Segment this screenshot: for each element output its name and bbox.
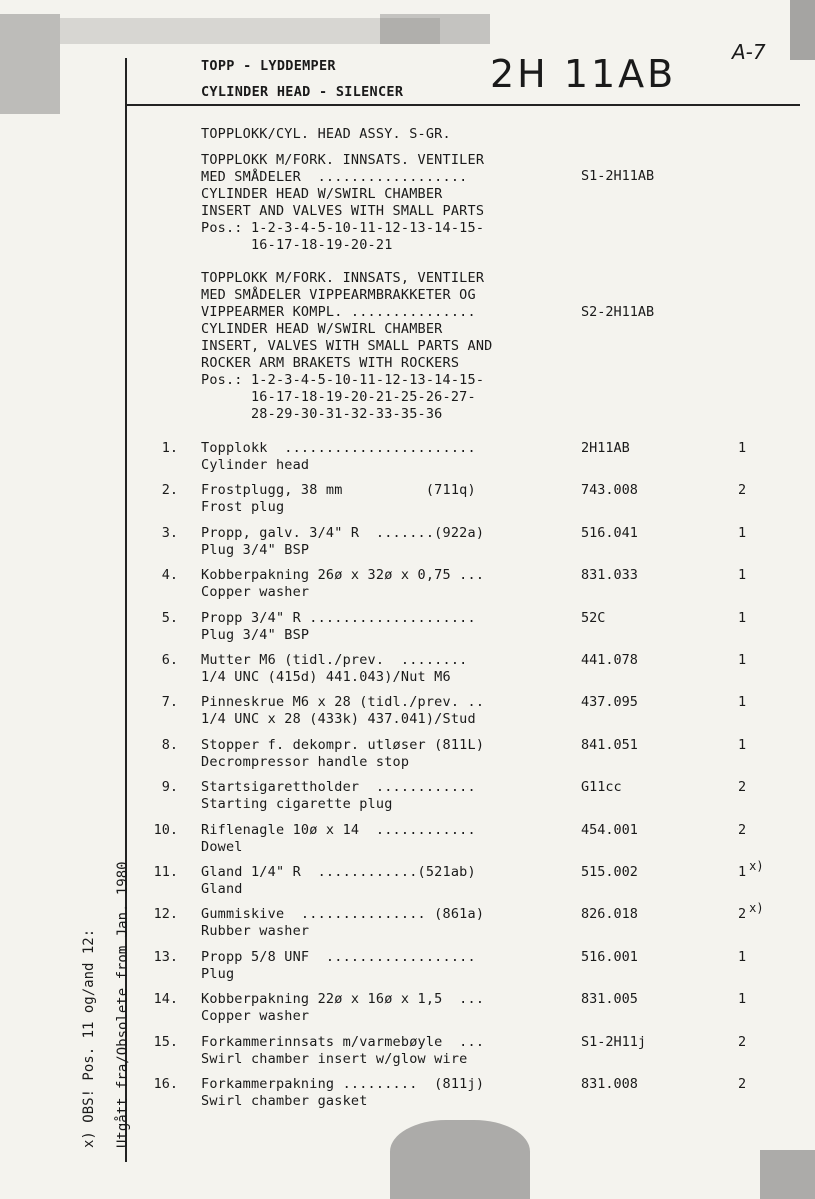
- item-quantity: [738, 610, 746, 626]
- scan-noise-bottom-right: [760, 1150, 815, 1199]
- quantity-value: 1: [738, 652, 747, 668]
- item-part-number: 841.051: [581, 737, 638, 753]
- item-number: 7.: [161, 694, 178, 710]
- quantity-value: 1: [738, 567, 747, 583]
- item-quantity: [738, 652, 746, 668]
- page-ref-handwritten: A-7: [732, 40, 766, 64]
- table-row: [0, 567, 815, 607]
- item-description-en: Plug: [201, 966, 235, 982]
- item-part-number: 743.008: [581, 482, 638, 498]
- item-quantity: [738, 567, 746, 583]
- item-description-en: Swirl chamber gasket: [201, 1093, 368, 1109]
- item-description-no: Propp 3/4" R ....................: [201, 610, 476, 626]
- item-quantity: [738, 822, 746, 838]
- item-quantity: [738, 859, 764, 880]
- item-description-no: Kobberpakning 26ø x 32ø x 0,75 ...: [201, 567, 485, 583]
- item-number: 14.: [153, 991, 178, 1007]
- item-description-en: Copper washer: [201, 584, 310, 600]
- quantity-value: 2: [738, 906, 747, 922]
- item-part-number: 831.008: [581, 1076, 638, 1092]
- item-part-number: 516.041: [581, 525, 638, 541]
- item-description-no: Mutter M6 (tidl./prev. ........: [201, 652, 468, 668]
- item-description-en: Decrompressor handle stop: [201, 754, 410, 770]
- item-number: 6.: [161, 652, 178, 668]
- item-part-number: 441.078: [581, 652, 638, 668]
- item-description-no: Propp 5/8 UNF ..................: [201, 949, 476, 965]
- scan-noise-top-left: [0, 14, 60, 114]
- obsolete-mark: x): [749, 901, 764, 915]
- quantity-value: 1: [738, 694, 747, 710]
- item-number: 11.: [153, 864, 178, 880]
- side-note-line1: x) OBS! Pos. 11 og/and 12:: [81, 928, 97, 1148]
- item-number: 1.: [161, 440, 178, 456]
- quantity-value: 2: [738, 822, 747, 838]
- obsolete-mark: x): [749, 859, 764, 873]
- table-row: [0, 610, 815, 650]
- item-description-no: Pinneskrue M6 x 28 (tidl./prev. ..: [201, 694, 485, 710]
- assy-title: TOPPLOKK/CYL. HEAD ASSY. S-GR.: [201, 126, 451, 142]
- item-number: 4.: [161, 567, 178, 583]
- item-quantity: [738, 694, 746, 710]
- item-description-en: Frost plug: [201, 499, 285, 515]
- item-description-en: Copper washer: [201, 1008, 310, 1024]
- quantity-value: 1: [738, 864, 747, 880]
- table-row: [0, 482, 815, 522]
- item-quantity: [738, 737, 746, 753]
- table-row: [0, 779, 815, 819]
- quantity-value: 2: [738, 482, 747, 498]
- item-description-no: Propp, galv. 3/4" R .......(922a): [201, 525, 485, 541]
- item-number: 10.: [153, 822, 178, 838]
- scan-noise-top-right: [790, 0, 815, 60]
- item-description-no: Stopper f. dekompr. utløser (811L): [201, 737, 485, 753]
- quantity-value: 1: [738, 737, 747, 753]
- model-handwritten: 2H 11AB: [490, 52, 677, 96]
- item-description-en: 1/4 UNC (415d) 441.043)/Nut M6: [201, 669, 451, 685]
- item-number: 2.: [161, 482, 178, 498]
- item-part-number: 826.018: [581, 906, 638, 922]
- item-part-number: 515.002: [581, 864, 638, 880]
- item-quantity: [738, 1076, 746, 1092]
- item-description-en: Plug 3/4" BSP: [201, 627, 310, 643]
- quantity-value: 1: [738, 991, 747, 1007]
- scan-noise-bottom: [390, 1120, 530, 1199]
- side-note: [72, 861, 140, 1148]
- quantity-value: 1: [738, 610, 747, 626]
- item-description-no: Gummiskive ............... (861a): [201, 906, 485, 922]
- assembly-s1-code: S1-2H11AB: [581, 168, 655, 184]
- item-quantity: [738, 901, 764, 922]
- item-description-no: Forkammerinnsats m/varmebøyle ...: [201, 1034, 485, 1050]
- header-title-line1: TOPP - LYDDEMPER: [201, 58, 336, 74]
- item-description-no: Forkammerpakning ......... (811j): [201, 1076, 485, 1092]
- item-description-en: Dowel: [201, 839, 243, 855]
- item-number: 15.: [153, 1034, 178, 1050]
- item-part-number: 831.033: [581, 567, 638, 583]
- header-title-line2: CYLINDER HEAD - SILENCER: [201, 84, 404, 100]
- quantity-value: 2: [738, 1034, 747, 1050]
- item-description-en: Starting cigarette plug: [201, 796, 393, 812]
- item-part-number: 516.001: [581, 949, 638, 965]
- item-description-en: Swirl chamber insert w/glow wire: [201, 1051, 468, 1067]
- quantity-value: 1: [738, 949, 747, 965]
- item-part-number: 52C: [581, 610, 606, 626]
- item-number: 8.: [161, 737, 178, 753]
- assembly-s1-text: TOPPLOKK M/FORK. INNSATS. VENTILER MED SMÅDELER .................. CYLINDER HEAD W/SWIRL CHAMBER INSERT AND VALVES WITH SMALL PARTS Pos.: 1-2-3-4-5-10-11-12-13-14-15- 16-17-18-19-20-21: [201, 152, 485, 253]
- item-part-number: 454.001: [581, 822, 638, 838]
- item-part-number: S1-2H11j: [581, 1034, 647, 1050]
- scan-noise-top-mid: [380, 14, 490, 44]
- item-part-number: 831.005: [581, 991, 638, 1007]
- item-part-number: G11cc: [581, 779, 622, 795]
- item-description-en: Plug 3/4" BSP: [201, 542, 310, 558]
- item-number: 9.: [161, 779, 178, 795]
- item-description-en: Rubber washer: [201, 923, 310, 939]
- item-description-en: Cylinder head: [201, 457, 310, 473]
- item-description-en: Gland: [201, 881, 243, 897]
- table-row: [0, 737, 815, 777]
- assembly-s2-text: TOPPLOKK M/FORK. INNSATS, VENTILER MED SMÅDELER VIPPEARMBRAKKETER OG VIPPEARMER KOMPL. ............... CYLINDER HEAD W/SWIRL CHAMBER INSERT, VALVES WITH SMALL PARTS AND ROCKER ARM BRAKETS WITH ROCKERS Pos.: 1-2-3-4-5-10-11-12-13-14-15- 16-17-18-19-20-21-25-26-27- 28-29-30-31-32-33-35-36: [201, 270, 493, 422]
- item-description-no: Gland 1/4" R ............(521ab): [201, 864, 476, 880]
- item-description-no: Riflenagle 10ø x 14 ............: [201, 822, 476, 838]
- item-quantity: [738, 440, 746, 456]
- assembly-s2-code: S2-2H11AB: [581, 304, 655, 320]
- quantity-value: 1: [738, 440, 747, 456]
- table-row: [0, 440, 815, 480]
- quantity-value: 1: [738, 525, 747, 541]
- item-number: 12.: [153, 906, 178, 922]
- table-row: [0, 525, 815, 565]
- item-quantity: [738, 1034, 746, 1050]
- item-description-no: Topplokk .......................: [201, 440, 476, 456]
- quantity-value: 2: [738, 779, 747, 795]
- item-quantity: [738, 779, 746, 795]
- item-number: 5.: [161, 610, 178, 626]
- item-part-number: 437.095: [581, 694, 638, 710]
- item-quantity: [738, 991, 746, 1007]
- item-number: 13.: [153, 949, 178, 965]
- quantity-value: 2: [738, 1076, 747, 1092]
- item-description-no: Startsigarettholder ............: [201, 779, 476, 795]
- header-rule: [125, 104, 800, 106]
- item-number: 3.: [161, 525, 178, 541]
- item-part-number: 2H11AB: [581, 440, 630, 456]
- item-description-no: Frostplugg, 38 mm (711q): [201, 482, 476, 498]
- item-number: 16.: [153, 1076, 178, 1092]
- side-note-line2: Utgått fra/Obsolete from Jan. 1980: [115, 861, 131, 1148]
- item-quantity: [738, 525, 746, 541]
- table-row: [0, 652, 815, 692]
- table-row: [0, 822, 815, 862]
- item-quantity: [738, 949, 746, 965]
- item-description-no: Kobberpakning 22ø x 16ø x 1,5 ...: [201, 991, 485, 1007]
- item-description-en: 1/4 UNC x 28 (433k) 437.041)/Stud: [201, 711, 476, 727]
- table-row: [0, 694, 815, 734]
- item-quantity: [738, 482, 746, 498]
